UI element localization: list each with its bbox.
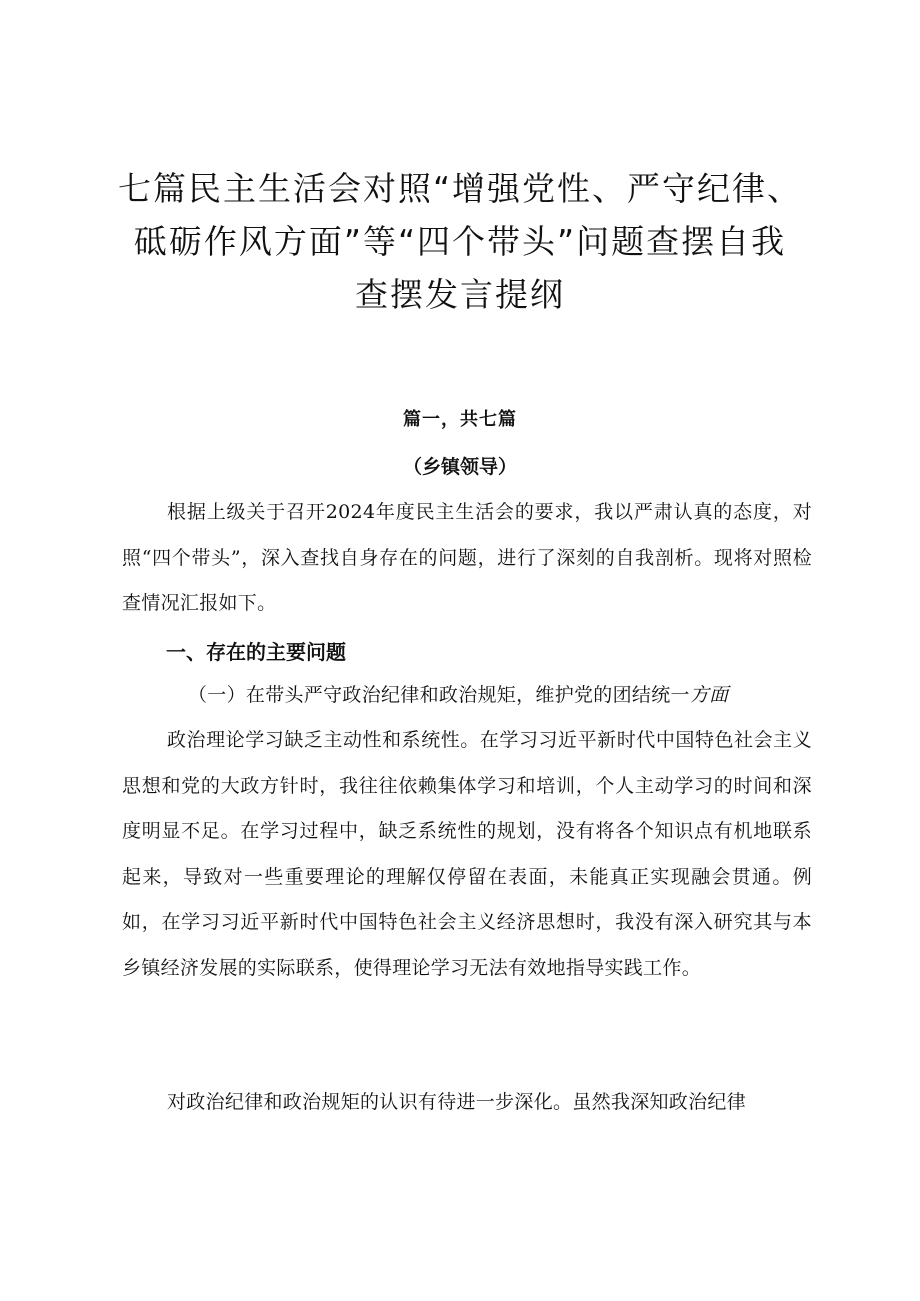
section-heading: 一、存在的主要问题 [166,640,346,664]
intro-paragraph: 根据上级关于召开2024年度民主生活会的要求，我以严肃认真的态度，对照“四个带头”，深入查找自身存在的问题，进行了深刻的自我剖析。现将对照检查情况汇报如下。 [122,501,812,614]
subsection-emphasis: 方面 [689,684,729,706]
document-title [110,162,810,321]
title-line: 砥砺作风方面”等“四个带头”问题查摆自我 [133,222,787,261]
title-line: 查摆发言提纲 [355,275,565,314]
subheading: （乡镇领导） [402,456,517,478]
title-line: 七篇民主生活会对照“增强党性、严守纪律、 [117,169,803,208]
part-heading: 篇一，共七篇 [403,409,517,430]
subsection-heading [188,680,728,707]
body-paragraph: 对政治纪律和政治规矩的认识有待进一步深化。虽然我深知政治纪律 [167,1091,747,1113]
body-paragraph: 政治理论学习缺乏主动性和系统性。在学习习近平新时代中国特色社会主义思想和党的大政方针时，我往往依赖集体学习和培训，个人主动学习的时间和深度明显不足。在学习过程中，缺乏系统性的规划，没有将各个知识点有机地联系起来，导致对一些重要理论的理解仅停留在表面，未能真正实现融会贯通。例如，在学习习近平新时代中国特色社会主义经济思想时，我没有深入研究其与本乡镇经济发展的实际联系，使得理论学习无法有效地指导实践工作。 [122,729,812,979]
subsection-text: （一）在带头严守政治纪律和政治规矩，维护党的团结统一 [188,684,690,706]
